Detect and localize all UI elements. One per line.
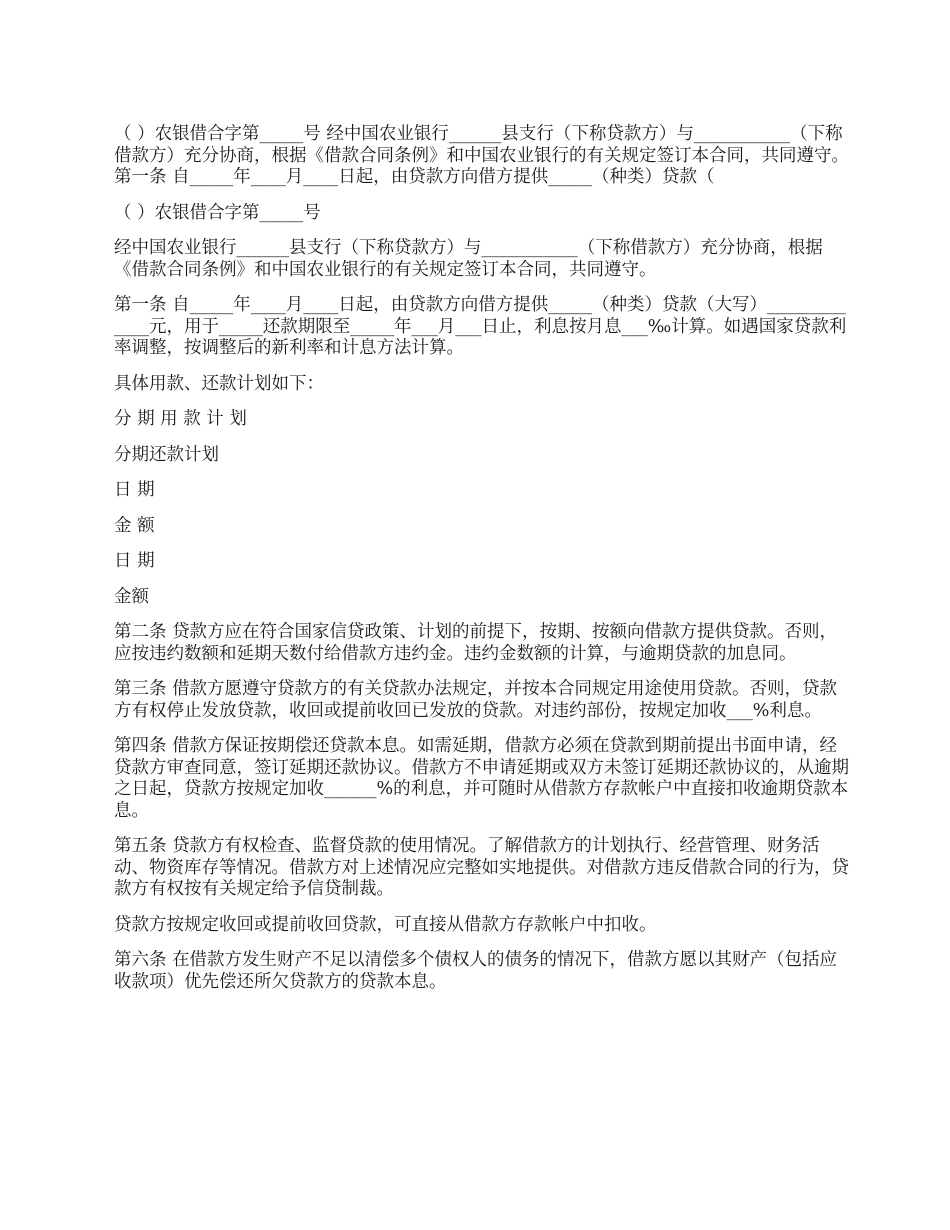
document-page bbox=[114, 124, 854, 1007]
amount-label-1: 金 额 bbox=[114, 515, 155, 536]
amount-label-2: 金额 bbox=[114, 586, 149, 607]
deduction-note-line: 贷款方按规定收回或提前收回贷款，可直接从借款方存款帐户中扣收。 bbox=[114, 914, 657, 935]
article-4-paragraph: 第四条 借款方保证按期偿还贷款本息。如需延期，借款方必须在贷款到期前提出书面申请，经贷款方审查同意，签订延期还款协议。借款方不申请延期或双方未签订延期还款协议的，从逾期之日起，贷款方按规定加收______%的利息，并可随时从借款方存款帐户中直接扣收逾期贷款本息。 bbox=[114, 736, 849, 821]
article-2-paragraph: 第二条 贷款方应在符合国家信贷政策、计划的前提下，按期、按额向借款方提供贷款。否则，应按违约数额和延期天数付给借款方违约金。违约金数额的计算，与逾期贷款的加息同。 bbox=[114, 622, 838, 664]
plan-intro-line: 具体用款、还款计划如下： bbox=[114, 373, 324, 394]
article-1-paragraph: 第一条 自_____年____月____日起，由贷款方向借方提供_____（种类）贷款（大写）_____________元，用于_____还款期限至_____年___月___日止，利息按月息___‰计算。如遇国家贷款利率调整，按调整后的新利率和计息方法计算。 bbox=[114, 295, 847, 358]
contract-intro-paragraph: （ ）农银借合字第_____号 经中国农业银行______县支行（下称贷款方）与___________（下称借款方）充分协商，根据《借款合同条例》和中国农业银行的有关规定签订本合同，共同遵守。 第一条 自_____年____月____日起，由贷款方向借方提供_____（种类）贷款（ bbox=[114, 124, 849, 187]
parties-paragraph: 经中国农业银行______县支行（下称贷款方）与___________（下称借款方）充分协商，根据《借款合同条例》和中国农业银行的有关规定签订本合同，共同遵守。 bbox=[114, 238, 823, 280]
contract-number-line: （ ）农银借合字第_____号 bbox=[114, 202, 321, 223]
installment-repay-plan-label: 分期还款计划 bbox=[114, 444, 219, 465]
article-6-paragraph: 第六条 在借款方发生财产不足以清偿多个债权人的债务的情况下，借款方愿以其财产（包括应收款项）优先偿还所欠贷款方的贷款本息。 bbox=[114, 950, 838, 992]
article-3-paragraph: 第三条 借款方愿遵守贷款方的有关贷款办法规定，并按本合同规定用途使用贷款。否则，贷款方有权停止发放贷款，收回或提前收回已发放的贷款。对违约部份，按规定加收___%利息。 bbox=[114, 679, 838, 721]
date-label-1: 日 期 bbox=[114, 480, 155, 500]
date-label-2: 日 期 bbox=[114, 551, 155, 571]
installment-use-plan-label: 分 期 用 款 计 划 bbox=[114, 409, 247, 429]
article-5-paragraph: 第五条 贷款方有权检查、监督贷款的使用情况。了解借款方的计划执行、经营管理、财务活动、物资库存等情况。借款方对上述情况应完整如实地提供。对借款方违反借款合同的行为，贷款方有权按有关规定给予信贷制裁。 bbox=[114, 836, 849, 899]
